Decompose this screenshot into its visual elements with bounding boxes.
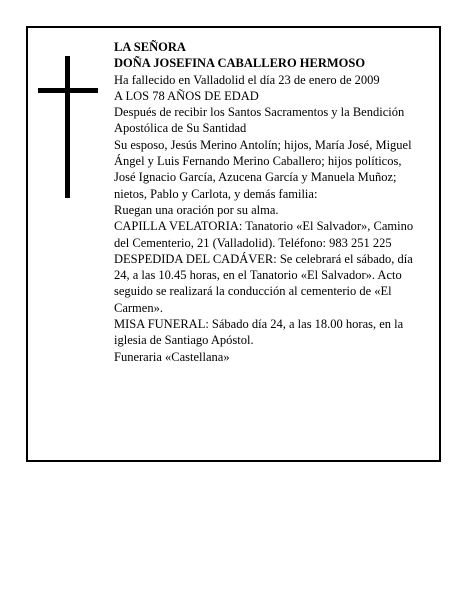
age-line: A LOS 78 AÑOS DE EDAD [114,88,259,103]
funeral-home: Funeraria «Castellana» [114,349,230,364]
cross-horizontal-bar [38,88,98,93]
prayer-request: Ruegan una oración por su alma. [114,202,279,217]
family-list: Su esposo, Jesús Merino Antolín; hijos, María José, Miguel Ángel y Luis Fernando Merino Caballero; hijos políticos, José Ignacio García, Azucena García y Manuela Muñoz; nietos, Pablo y Carlota, y demás familia: [114,137,412,201]
heading-title: LA SEÑORA [114,40,186,54]
sacraments-line: Después de recibir los Santos Sacramentos y la Bendición Apostólica de Su Santidad [114,105,405,136]
funeral-mass-info: MISA FUNERAL: Sábado día 24, a las 18.00 horas, en la iglesia de Santiago Apóstol. [114,317,404,348]
cross-icon [38,56,98,198]
cross-vertical-bar [65,56,70,198]
chapel-info: CAPILLA VELATORIA: Tanatorio «El Salvador», Camino del Cementerio, 21 (Valladolid). Teléfono: 983 251 225 [114,219,414,250]
deceased-name: DOÑA JOSEFINA CABALLERO HERMOSO [114,56,366,71]
notice-text [114,39,424,365]
death-announcement: Ha fallecido en Valladolid el día 23 de enero de 2009 [114,72,380,87]
obituary-notice [26,26,441,462]
farewell-info: DESPEDIDA DEL CADÁVER: Se celebrará el sábado, día 24, a las 10.45 horas, en el Tanatorio «El Salvador». Acto seguido se realizará la conducción al cementerio de «El Carmen». [114,251,413,315]
